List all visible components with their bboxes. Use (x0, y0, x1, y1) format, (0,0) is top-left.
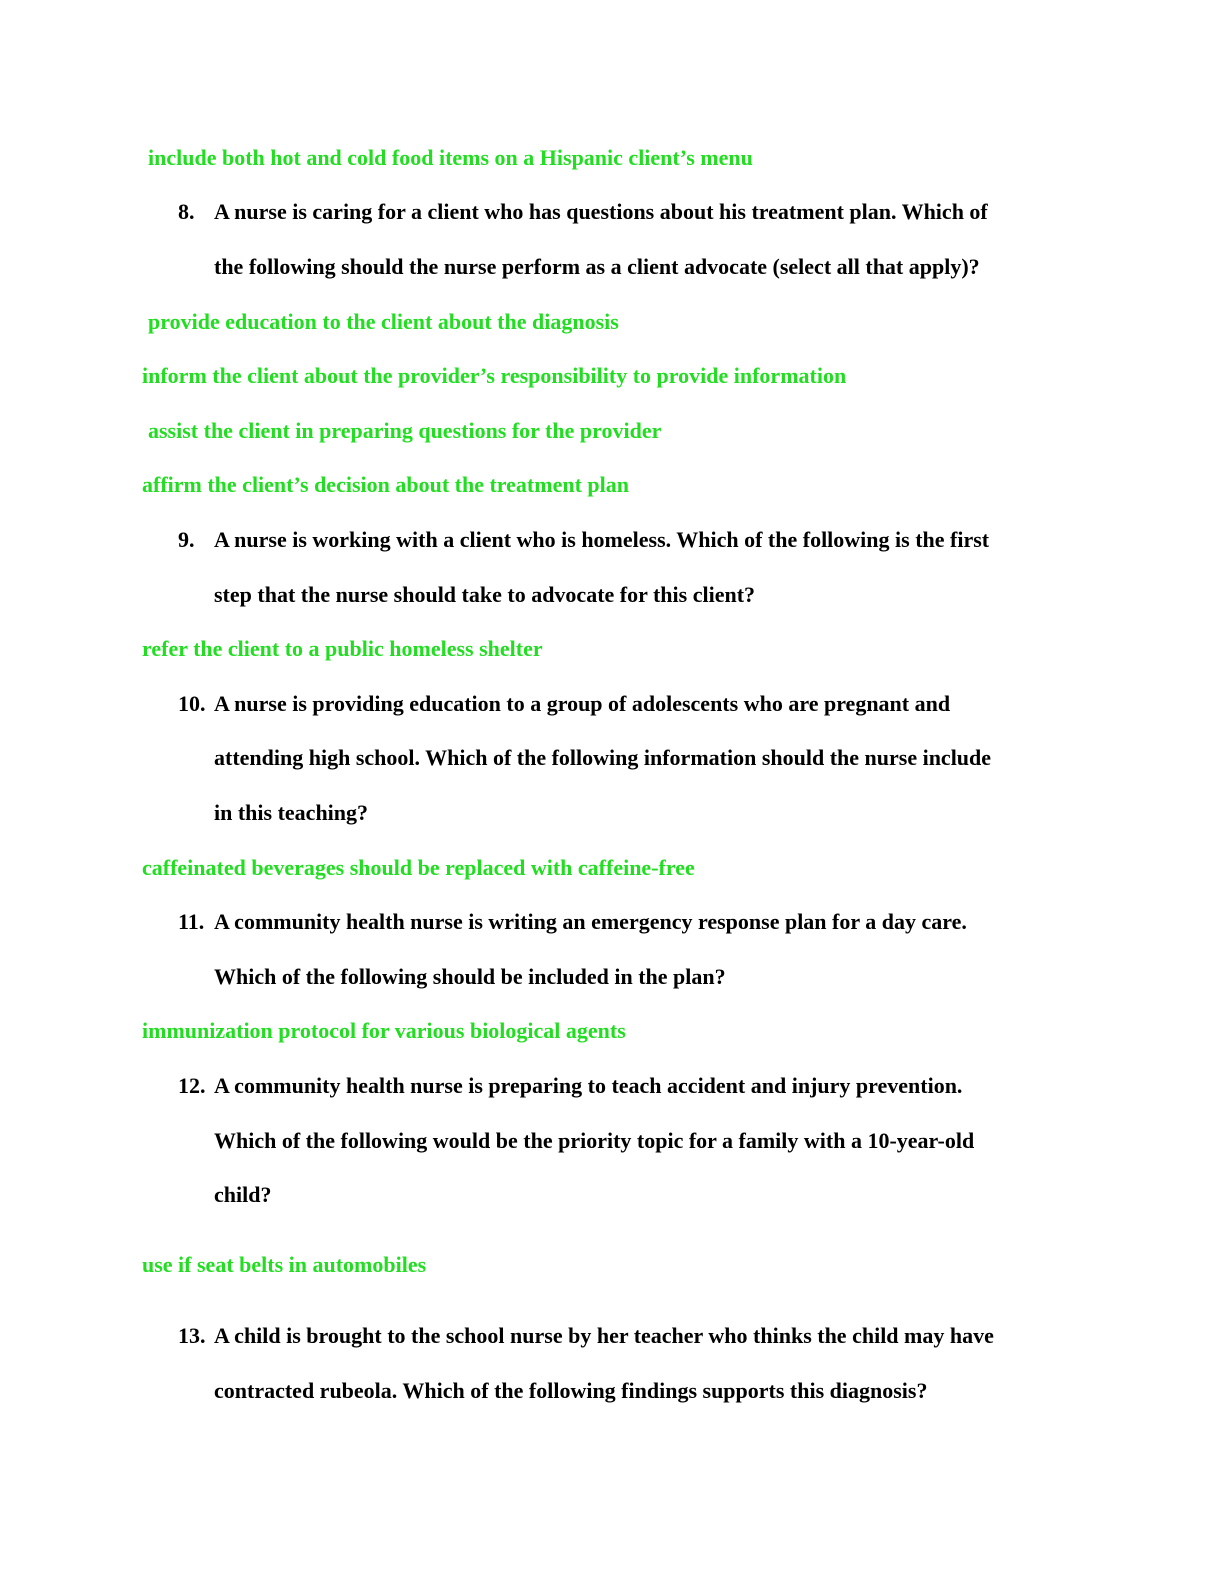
answer-q10: caffeinated beverages should be replaced with caffeine-free (142, 855, 695, 880)
question-13-line-2: contracted rubeola. Which of the following findings supports this diagnosis? (214, 1378, 928, 1403)
question-11-line-2: Which of the following should be included in the plan? (214, 964, 726, 989)
question-number-8: 8. (178, 199, 195, 224)
question-number-11: 11. (178, 909, 205, 934)
answer-q11: immunization protocol for various biological agents (142, 1018, 626, 1043)
answer-q8-option-2: inform the client about the provider’s responsibility to provide information (142, 363, 847, 388)
question-12-line-3: child? (214, 1182, 272, 1207)
question-number-10: 10. (178, 691, 206, 716)
question-10-line-3: in this teaching? (214, 800, 369, 825)
question-13-line-1: A child is brought to the school nurse by her teacher who thinks the child may have (214, 1323, 994, 1348)
question-8-line-2: the following should the nurse perform as a client advocate (select all that apply)? (214, 254, 980, 279)
answer-q7: include both hot and cold food items on a Hispanic client’s menu (148, 145, 753, 170)
question-10-line-1: A nurse is providing education to a group of adolescents who are pregnant and (214, 691, 951, 716)
question-number-12: 12. (178, 1073, 206, 1098)
question-12-line-1: A community health nurse is preparing to teach accident and injury prevention. (214, 1073, 963, 1098)
question-9-line-2: step that the nurse should take to advocate for this client? (214, 582, 756, 607)
answer-q9: refer the client to a public homeless shelter (142, 636, 543, 661)
question-11-line-1: A community health nurse is writing an emergency response plan for a day care. (214, 909, 967, 934)
answer-q8-option-1: provide education to the client about the diagnosis (148, 309, 619, 334)
question-number-13: 13. (178, 1323, 206, 1348)
answer-q8-option-3: assist the client in preparing questions for the provider (148, 418, 662, 443)
question-12-line-2: Which of the following would be the priority topic for a family with a 10-year-old (214, 1128, 975, 1153)
question-number-9: 9. (178, 527, 195, 552)
question-8-line-1: A nurse is caring for a client who has questions about his treatment plan. Which of (214, 199, 988, 224)
question-10-line-2: attending high school. Which of the following information should the nurse include (214, 745, 992, 770)
answer-q8-option-4: affirm the client’s decision about the treatment plan (142, 472, 629, 497)
question-9-line-1: A nurse is working with a client who is homeless. Which of the following is the first (214, 527, 990, 552)
answer-q12: use if seat belts in automobiles (142, 1252, 427, 1277)
